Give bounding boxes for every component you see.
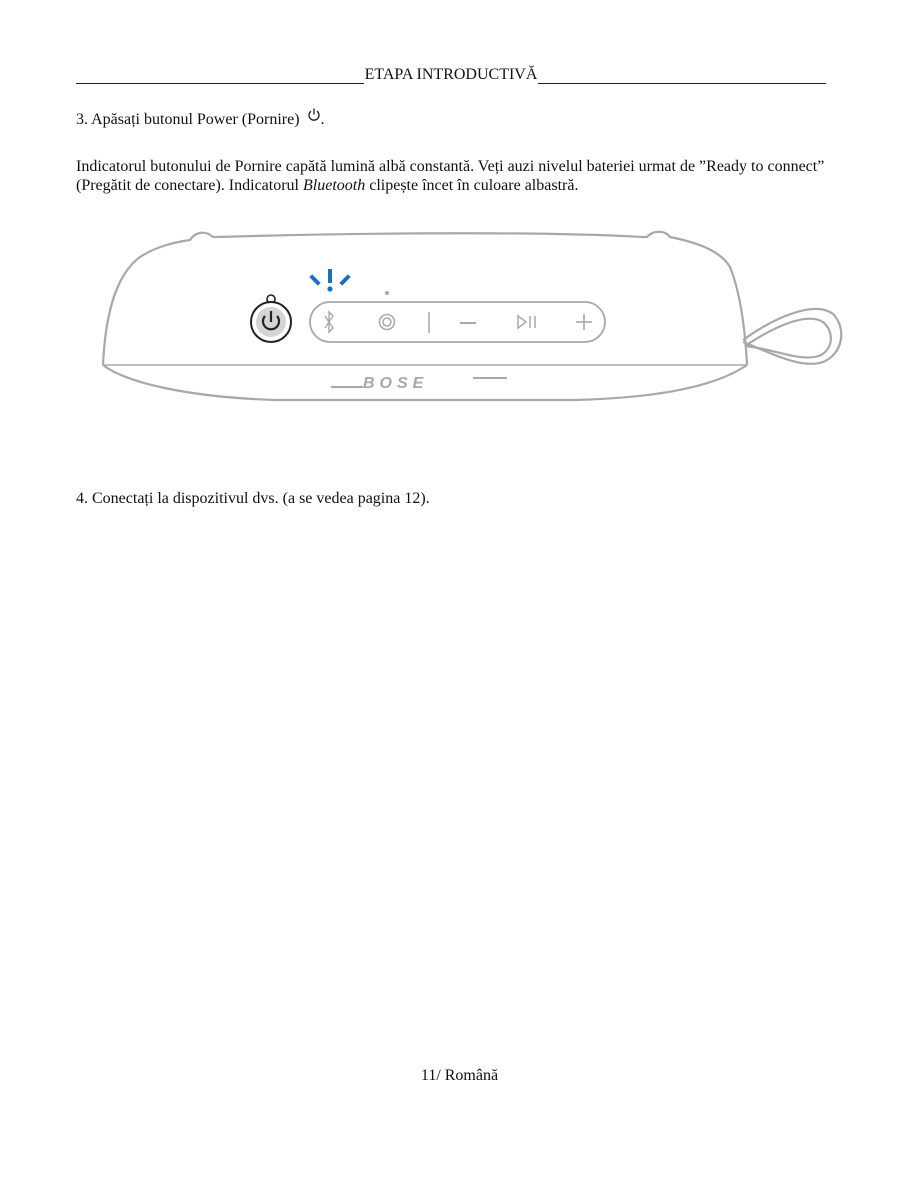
page-footer <box>0 1066 919 1086</box>
plus-icon[interactable] <box>576 314 592 330</box>
bose-speaker-drawing <box>95 222 855 412</box>
speaker-body-outline <box>103 232 747 365</box>
page-header <box>76 66 826 84</box>
speaker-illustration <box>95 222 855 417</box>
bluetooth-indicator-icon <box>309 269 350 292</box>
description-text-2: clipește încet în culoare albastră. <box>365 177 579 194</box>
description-paragraph <box>76 157 866 195</box>
header-rule-right <box>538 66 826 84</box>
bluetooth-icon[interactable] <box>325 312 333 332</box>
page-number: 11/ Română <box>420 1067 499 1084</box>
status-dot <box>385 291 389 295</box>
svg-text:BOSE: BOSE <box>363 375 429 392</box>
control-bar <box>310 302 605 342</box>
play-pause-icon[interactable] <box>518 316 535 328</box>
power-icon <box>307 107 321 129</box>
bluetooth-term: Bluetooth <box>303 177 366 194</box>
header-rule-left <box>76 66 364 84</box>
step-3-period: . <box>320 111 325 128</box>
bose-logo <box>331 375 507 392</box>
power-button[interactable] <box>251 295 291 342</box>
step-4 <box>76 489 430 509</box>
section-title: ETAPA INTRODUCTIVĂ <box>364 66 538 83</box>
step-3-text: 3. Apăsați butonul Power (Pornire) <box>76 111 300 128</box>
step-3 <box>76 110 325 130</box>
description-text-1: Indicatorul butonului de Pornire capătă lumină albă constantă. Veți auzi nivelul bateriei urmat de ”Ready to connect” (Pregătit de conectare). Indicatorul <box>76 158 825 194</box>
step-4-text: 4. Conectați la dispozitivul dvs. (a se vedea pagina 12). <box>76 490 430 507</box>
concentric-circle-icon[interactable] <box>380 315 395 330</box>
